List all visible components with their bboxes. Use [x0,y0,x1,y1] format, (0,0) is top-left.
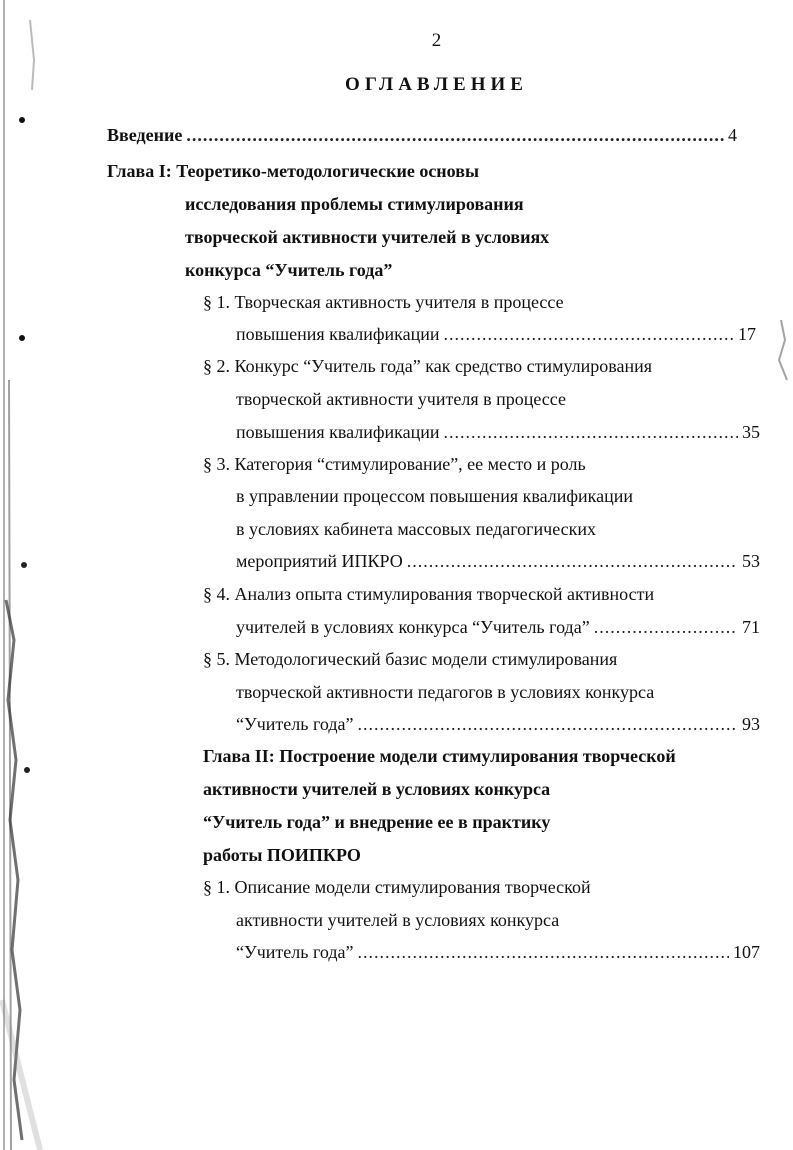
toc-section-line[interactable]: § 1. Описание модели стимулирования творческой [203,877,591,897]
toc-section-entry[interactable] [236,941,760,963]
toc-entry-page: 93 [742,714,760,734]
toc-section-entry[interactable] [236,713,760,735]
chapter-heading-line[interactable]: Глава I: Теоретико-методологические основы [107,161,480,181]
toc-section-line[interactable]: § 2. Конкурс “Учитель года” как средство стимулирования [203,356,653,376]
toc-entry-page: 107 [733,942,760,962]
toc-entry-page: 17 [738,324,756,344]
chapter-heading-line: конкурса “Учитель года” [185,260,393,280]
toc-section-line: в условиях кабинета массовых педагогических [236,519,596,539]
toc-entry-label: Введение [107,125,183,145]
toc-section-entry[interactable] [236,323,756,345]
chapter-heading-line[interactable]: Глава II: Построение модели стимулирования творческой [203,746,676,766]
scan-right-artifact [763,300,793,420]
dot-leader [407,550,738,572]
chapter-heading-line: творческой активности учителей в условиях [185,227,550,247]
dot-leader [358,941,729,963]
chapter-heading-line: исследования проблемы стимулирования [185,194,524,214]
dot-leader [444,323,734,345]
toc-section-line: “Учитель года” [236,714,354,734]
toc-section-line: творческой активности учителя в процессе [236,389,566,409]
toc-title: ОГЛАВЛЕНИЕ [345,74,528,95]
page-number: 2 [431,30,442,51]
toc-entry-intro[interactable] [107,124,737,146]
scan-margin-artifact [0,0,60,1150]
dot-leader [186,124,724,146]
toc-section-line: творческой активности педагогов в условиях конкурса [236,682,655,702]
toc-section-entry[interactable] [236,550,760,572]
chapter-heading-line: работы ПОИПКРО [203,845,361,865]
toc-section-line: повышения квалификации [236,422,440,442]
toc-section-line[interactable]: § 5. Методологический базис модели стимулирования [203,649,618,669]
toc-section-entry[interactable] [236,616,760,638]
toc-section-line: мероприятий ИПКРО [236,551,403,571]
toc-entry-page: 35 [742,422,760,442]
toc-section-line: активности учителей в условиях конкурса [236,910,560,930]
toc-entry-page: 4 [728,125,737,145]
chapter-heading-line: активности учителей в условиях конкурса [203,779,551,799]
toc-section-line: повышения квалификации [236,324,440,344]
chapter-heading-line: “Учитель года” и внедрение ее в практику [203,812,551,832]
toc-entry-page: 53 [742,551,760,571]
dot-leader [444,421,738,443]
dot-leader [594,616,738,638]
toc-section-line: “Учитель года” [236,942,354,962]
dot-leader [358,713,738,735]
toc-entry-page: 71 [742,617,760,637]
toc-section-line[interactable]: § 3. Категория “стимулирование”, ее место и роль [203,454,586,474]
toc-section-line: учителей в условиях конкурса “Учитель года” [236,617,590,637]
toc-section-line: в управлении процессом повышения квалификации [236,486,634,506]
toc-section-line[interactable]: § 1. Творческая активность учителя в процессе [203,292,564,312]
toc-section-entry[interactable] [236,421,760,443]
toc-section-line[interactable]: § 4. Анализ опыта стимулирования творческой активности [203,584,655,604]
